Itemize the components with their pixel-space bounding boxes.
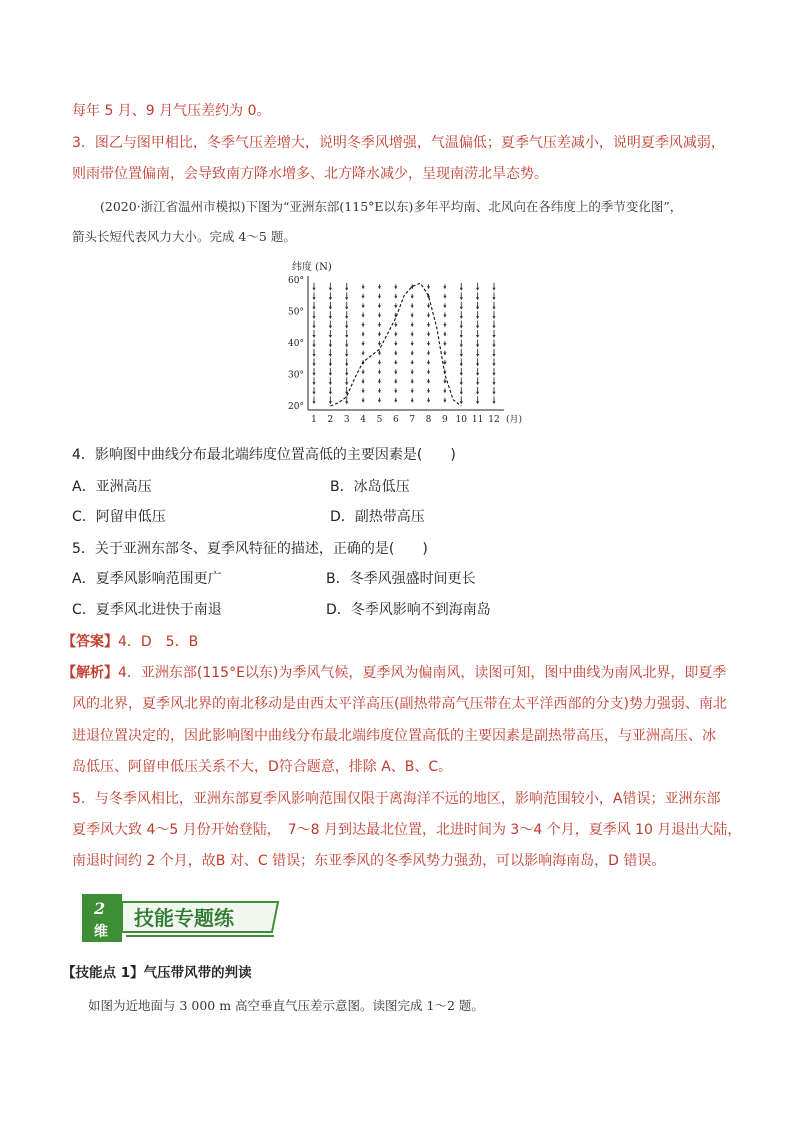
wind-arrow (329, 349, 332, 357)
wind-arrow (411, 398, 414, 403)
question-4: 4．影响图中曲线分布最北端纬度位置高低的主要因素是( ) (72, 447, 456, 463)
wind-arrow (361, 388, 364, 393)
skill-heading: 【技能点 1】气压带风带的判读 (62, 965, 252, 981)
x-tick-label: 1 (311, 415, 317, 425)
y-tick-label: 50° (288, 307, 304, 318)
wind-arrow (427, 360, 430, 365)
analysis-line: 5．与冬季风相比，亚洲东部夏季风影响范围仅限于离海洋不远的地区，影响范围较小，A错误；亚洲东部 (72, 791, 721, 807)
wind-arrow (361, 332, 364, 337)
y-tick-label: 20° (288, 402, 304, 412)
wind-arrow (411, 341, 414, 346)
logo-number: 2 (94, 899, 106, 918)
wind-arrow (329, 321, 332, 329)
wind-arrow (443, 303, 446, 308)
wind-arrow (345, 302, 348, 310)
wind-arrow (378, 398, 381, 403)
analysis-line: 岛低压、阿留申低压关系不大，D符合题意，排除 A、B、C。 (72, 759, 453, 775)
wind-arrow (329, 283, 332, 291)
wind-arrow (345, 349, 348, 357)
wind-arrow (460, 368, 463, 376)
wind-arrow (394, 369, 397, 374)
wind-arrow (427, 398, 430, 403)
wind-arrow (378, 332, 381, 337)
y-tick-label: 30° (288, 370, 304, 381)
wind-arrow (411, 360, 414, 365)
wind-arrow (492, 283, 495, 291)
wind-arrow (312, 283, 315, 291)
wind-arrow (443, 322, 446, 327)
wind-arrow (492, 377, 495, 385)
analysis-line: 南退时间约 2 个月，故B 对、C 错误；东亚季风的冬季风势力强劲，可以影响海南岛，D 错误。 (72, 853, 666, 869)
wind-latitude-chart (280, 256, 523, 432)
wind-arrow (476, 321, 479, 329)
wind-arrow (378, 313, 381, 318)
wind-arrow (492, 340, 495, 348)
wind-arrow (492, 311, 495, 319)
wind-arrow (361, 322, 364, 327)
wind-arrow (443, 294, 446, 299)
wind-arrow (329, 302, 332, 310)
y-tick-label: 60° (288, 276, 304, 286)
analysis-line: 【解析】4．亚洲东部(115°E以东)为季风气候，夏季风为偏南风，读图可知，图中曲线为南风北界，即夏季 (62, 665, 727, 681)
wind-arrow (411, 379, 414, 384)
question-intro: 如图为近地面与 3 000 m 高空垂直气压差示意图。读图完成 1～2 题。 (88, 998, 484, 1013)
wind-arrow (312, 340, 315, 348)
x-tick-label: 5 (376, 415, 383, 425)
wind-arrow (394, 284, 397, 289)
option-4b: B．冰岛低压 (330, 479, 410, 495)
wind-arrow (443, 332, 446, 337)
wind-arrow (492, 302, 495, 310)
wind-arrow (394, 379, 397, 384)
wind-arrow (492, 330, 495, 338)
wind-arrow (492, 368, 495, 376)
text-line: 每年 5 月、9 月气压差约为 0。 (72, 103, 271, 119)
x-tick-label: 2 (327, 415, 334, 425)
option-5b: B．冬季风强盛时间更长 (326, 571, 476, 587)
wind-arrow (460, 358, 463, 366)
y-tick-label: 40° (288, 339, 304, 349)
x-tick-label: 10 (455, 415, 467, 425)
wind-arrow (476, 283, 479, 291)
wind-arrow (361, 379, 364, 384)
option-5c: C．夏季风北进快于南退 (72, 602, 222, 618)
wind-arrow (411, 322, 414, 327)
wind-arrow (460, 349, 463, 357)
wind-arrow (329, 396, 332, 404)
wind-arrow (361, 350, 364, 355)
wind-arrow (460, 387, 463, 395)
wind-arrow (345, 311, 348, 319)
wind-arrow (345, 283, 348, 291)
wind-arrow (427, 388, 430, 393)
answer-text: 4．D 5．B (118, 634, 199, 650)
wind-arrow (394, 341, 397, 346)
wind-arrow (345, 292, 348, 300)
question-5: 5．关于亚洲东部冬、夏季风特征的描述，正确的是( ) (72, 541, 428, 557)
wind-arrow (443, 284, 446, 289)
wind-arrow (411, 350, 414, 355)
answer-line (62, 633, 198, 651)
wind-arrow (329, 311, 332, 319)
wind-arrow (460, 377, 463, 385)
wind-arrow (329, 377, 332, 385)
wind-arrow (427, 332, 430, 337)
wind-arrow (361, 303, 364, 308)
wind-arrow (411, 303, 414, 308)
wind-arrow (329, 292, 332, 300)
text-line: 3．图乙与图甲相比，冬季气压差增大，说明冬季风增强，气温偏低；夏季气压差减小，说明夏季风减弱， (72, 135, 725, 151)
wind-arrow (476, 340, 479, 348)
wind-arrow (411, 369, 414, 374)
wind-arrow (443, 341, 446, 346)
wind-arrow (443, 379, 446, 384)
wind-arrow (411, 313, 414, 318)
analysis-line: 风的北界，夏季风北界的南北移动是由西太平洋高压(副热带高气压带在太平洋西部的分支)势力强弱、南北 (72, 696, 727, 712)
wind-arrow (443, 313, 446, 318)
wind-arrow (378, 341, 381, 346)
wind-arrow (378, 379, 381, 384)
x-tick-label: 12 (488, 415, 500, 425)
wind-arrow (378, 303, 381, 308)
wind-arrow (492, 396, 495, 404)
wind-arrow (427, 341, 430, 346)
wind-arrow (345, 340, 348, 348)
wind-arrow (312, 368, 315, 376)
wind-arrow (394, 398, 397, 403)
chart-ylabel: 纬度 (N) (292, 262, 332, 273)
question-intro: (2020·浙江省温州市模拟)下图为“亚洲东部(115°E以东)多年平均南、北风向在各纬度上的季节变化图”， (100, 199, 683, 214)
wind-arrow (361, 284, 364, 289)
wind-arrow (492, 387, 495, 395)
wind-arrow (329, 368, 332, 376)
wind-arrow (460, 340, 463, 348)
question-intro: 箭头长短代表风力大小。完成 4～5 题。 (72, 229, 296, 244)
logo-title: 技能专题练 (134, 906, 234, 930)
wind-arrow (378, 284, 381, 289)
wind-arrow (312, 358, 315, 366)
wind-arrow (378, 369, 381, 374)
option-4a: A．亚洲高压 (72, 479, 152, 495)
wind-arrow (394, 360, 397, 365)
wind-arrow (312, 387, 315, 395)
wind-arrow (394, 294, 397, 299)
wind-arrow (329, 387, 332, 395)
wind-arrow (312, 311, 315, 319)
wind-arrow (394, 303, 397, 308)
wind-arrow (460, 321, 463, 329)
x-unit-label: (月) (506, 415, 523, 425)
wind-arrow (361, 294, 364, 299)
wind-arrow (427, 350, 430, 355)
wind-arrow (411, 388, 414, 393)
wind-arrow (460, 292, 463, 300)
wind-arrow (345, 368, 348, 376)
analysis-line: 夏季风大致 4～5 月份开始登陆， 7～8 月到达最北位置，北进时间为 3～4 个月，夏季风 10 月退出大陆， (72, 822, 742, 838)
x-tick-label: 7 (409, 415, 416, 425)
logo-sub: 维 (94, 924, 108, 940)
wind-arrow (394, 388, 397, 393)
wind-arrow (476, 377, 479, 385)
wind-arrow (443, 388, 446, 393)
wind-arrow (361, 341, 364, 346)
wind-arrow (460, 330, 463, 338)
wind-arrow (427, 322, 430, 327)
wind-arrow (378, 388, 381, 393)
wind-arrow (443, 360, 446, 365)
wind-arrow (345, 321, 348, 329)
section-logo (82, 894, 282, 942)
wind-arrow (492, 321, 495, 329)
wind-arrow (460, 396, 463, 404)
answer-tag: 【答案】 (62, 634, 118, 650)
option-5a: A．夏季风影响范围更广 (72, 571, 222, 587)
wind-arrow (394, 332, 397, 337)
x-tick-label: 8 (425, 415, 432, 425)
wind-arrow (329, 330, 332, 338)
wind-arrow (427, 369, 430, 374)
wind-arrow (345, 330, 348, 338)
wind-arrow (361, 313, 364, 318)
wind-arrow (312, 377, 315, 385)
text-line: 则雨带位置偏南，会导致南方降水增多、北方降水减少，呈现南涝北旱态势。 (72, 166, 548, 182)
wind-arrow (378, 322, 381, 327)
wind-arrow (312, 349, 315, 357)
x-tick-label: 3 (343, 415, 350, 425)
wind-arrow (378, 360, 381, 365)
wind-arrow (361, 369, 364, 374)
wind-arrow (443, 398, 446, 403)
x-tick-label: 4 (360, 415, 366, 425)
wind-arrow (492, 292, 495, 300)
x-tick-label: 9 (442, 415, 448, 425)
wind-arrow (312, 396, 315, 404)
wind-arrow (443, 350, 446, 355)
wind-arrow (492, 349, 495, 357)
wind-arrow (427, 303, 430, 308)
wind-arrow (427, 379, 430, 384)
wind-arrow (460, 311, 463, 319)
wind-arrow (361, 398, 364, 403)
wind-arrow (476, 387, 479, 395)
wind-arrow (312, 292, 315, 300)
wind-arrow (476, 292, 479, 300)
wind-arrow (411, 294, 414, 299)
wind-arrow (427, 313, 430, 318)
wind-arrow (460, 302, 463, 310)
option-5d: D．冬季风影响不到海南岛 (326, 602, 491, 618)
wind-arrow (476, 349, 479, 357)
wind-arrow (329, 358, 332, 366)
wind-arrow (411, 284, 414, 289)
wind-arrow (378, 294, 381, 299)
option-4c: C．阿留申低压 (72, 509, 166, 525)
x-tick-label: 11 (471, 415, 484, 425)
wind-arrow (345, 358, 348, 366)
wind-arrow (378, 350, 381, 355)
wind-arrow (476, 311, 479, 319)
wind-arrow (476, 302, 479, 310)
wind-arrow (476, 368, 479, 376)
wind-arrow (312, 321, 315, 329)
wind-arrow (394, 322, 397, 327)
analysis-line: 进退位置决定的，因此影响图中曲线分布最北端纬度位置高低的主要因素是副热带高压，与亚洲高压、冰 (72, 728, 716, 744)
wind-arrow (476, 330, 479, 338)
wind-arrow (312, 302, 315, 310)
wind-arrow (476, 396, 479, 404)
wind-arrow (427, 284, 430, 289)
wind-arrow (492, 358, 495, 366)
wind-arrow (460, 283, 463, 291)
x-tick-label: 6 (392, 415, 399, 425)
wind-arrow (312, 330, 315, 338)
wind-arrow (329, 340, 332, 348)
analysis-tag: 【解析】 (62, 665, 118, 681)
wind-arrow (411, 332, 414, 337)
wind-arrow (394, 350, 397, 355)
wind-arrow (476, 358, 479, 366)
wind-arrow (345, 377, 348, 385)
option-4d: D．副热带高压 (330, 509, 425, 525)
